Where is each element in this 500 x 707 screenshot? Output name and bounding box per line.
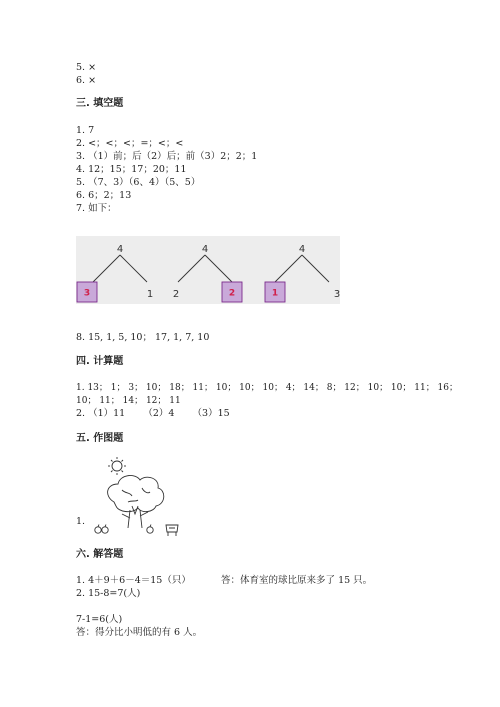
answer-line: 答：得分比小明低的有 6 人。 [76,627,203,638]
answer-line: 1. 4＋9＋6－4＝15（只） 答：体育室的球比原来多了 15 只。 [76,575,373,586]
tree1-right: 1 [146,289,154,300]
number-bond-figure [76,236,340,304]
section-heading-word-problems: 六. 解答题 [76,549,124,560]
tree2-left: 2 [172,289,180,300]
answer-line: 3. （1）前；后（2）后；前（3）2；2；1 [76,151,258,162]
answer-line: 2. <；<；<；=；<；< [76,138,184,149]
answer-line: 2. （1）11 （2）4 （3）15 [76,408,230,419]
answer-line: 7-1=6(人) [76,614,123,625]
answer-line: 6. 6；2；13 [76,190,132,201]
tree-sun-drawing [92,456,202,542]
answer-line: 1. 7 [76,125,95,136]
tree2-top: 4 [201,244,209,255]
tree1-left-box: 3 [83,288,91,299]
tree2-right-box: 2 [228,288,236,299]
answer-line: 7. 如下： [76,203,117,214]
answer-line: 5. （7、3）（6、4）（5、5） [76,177,201,188]
tree1-top: 4 [116,244,124,255]
tree3-top: 4 [298,244,306,255]
answer-line: 2. 15-8=7(人) [76,588,141,599]
answer-line: 1. 13； 1； 3； 10； 18； 11； 10； 10； 10； 4； 14； 8； 12； 10； 10； 11； 16； [76,383,459,393]
answer-line: 10； 11； 14； 12； 11 [76,396,181,406]
section-heading-fill-in: 三. 填空题 [76,98,124,109]
answer-line: 1. [76,516,86,527]
answer-line-8: 8. 15, 1, 5, 10； 17, 1, 7, 10 [76,332,210,343]
section-heading-calculation: 四. 计算题 [76,356,124,367]
answer-line-5: 5. × [76,62,97,73]
tree3-right: 3 [333,289,340,300]
tree3-left-box: 1 [271,288,279,299]
answer-line-6: 6. × [76,75,97,86]
section-heading-drawing: 五. 作图题 [76,433,124,444]
answer-line: 4. 12；15；17；20；11 [76,164,187,175]
